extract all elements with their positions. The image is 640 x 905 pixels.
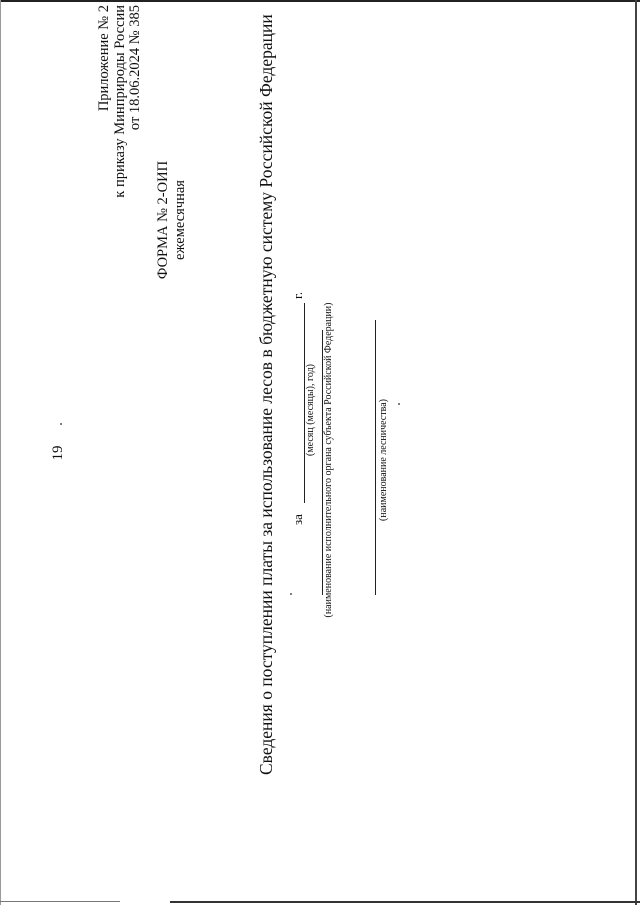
document-title: Сведения о поступлении платы за использование лесов в бюджетную систему Российской Федерации — [256, 14, 276, 775]
scan-speck — [290, 593, 292, 595]
forestry-underline — [375, 320, 376, 595]
forestry-hint: (наименование лесничества) — [378, 399, 389, 521]
period-hint: (месяц (месяцы), год) — [305, 364, 316, 457]
appendix-line-3: от 18.06.2024 № 385 — [127, 5, 143, 131]
period-suffix: г. — [290, 291, 305, 299]
appendix-line-2: к приказу Минприроды России — [111, 5, 128, 198]
scan-speck — [60, 423, 62, 425]
form-name: ФОРМА № 2-ОИП — [155, 160, 171, 280]
form-code-block — [155, 145, 189, 295]
form-periodicity: ежемесячная — [172, 180, 188, 260]
appendix-line-1: Приложение № 2 — [96, 5, 112, 112]
period-prefix: за — [290, 514, 305, 525]
page-number: 19 — [50, 445, 66, 461]
appendix-block — [97, 5, 144, 305]
scan-speck — [398, 403, 400, 405]
region-hint: (наименование исполнительного органа субъекта Российской Федерации) — [323, 302, 334, 618]
